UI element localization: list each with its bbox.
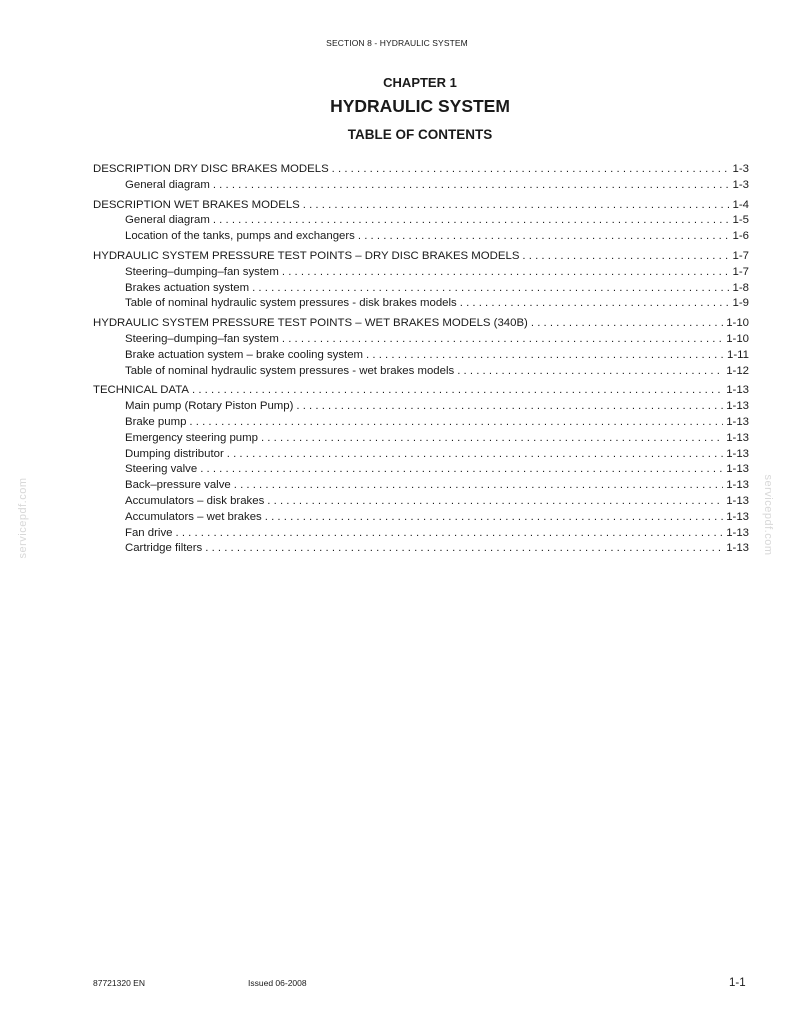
toc-entry-title: Table of nominal hydraulic system pressures - disk brakes models: [125, 297, 457, 310]
toc-entry-page: 1-13: [726, 542, 749, 555]
toc-subentry[interactable]: [93, 348, 749, 364]
toc-entry-title: Cartridge filters: [125, 542, 203, 555]
toc-entry-page: 1-3: [732, 178, 749, 191]
watermark-right: servicepdf.com: [762, 474, 774, 556]
toc-entry-page: 1-13: [726, 510, 749, 523]
toc-section-entry[interactable]: [93, 162, 749, 178]
dot-leader: [332, 162, 730, 178]
toc-subentry[interactable]: [93, 296, 749, 312]
toc-entry-title: Brake actuation system – brake cooling system: [125, 348, 364, 361]
dot-leader: [296, 399, 723, 415]
toc-entry-title: Steering–dumping–fan system: [125, 332, 279, 345]
dot-leader: [189, 415, 723, 431]
table-of-contents: [93, 162, 749, 561]
toc-entry-page: 1-4: [732, 198, 749, 211]
dot-leader: [213, 213, 730, 229]
toc-entry-page: 1-10: [726, 317, 749, 330]
dot-leader: [531, 316, 723, 332]
toc-entry-title: Accumulators – wet brakes: [125, 510, 262, 523]
toc-entry-page: 1-13: [726, 400, 749, 413]
dot-leader: [227, 447, 723, 463]
dot-leader: [252, 281, 729, 297]
toc-entry-page: 1-13: [726, 415, 749, 428]
dot-leader: [522, 249, 729, 265]
toc-subentry[interactable]: [93, 364, 749, 380]
footer-doc-number: 87721320 EN: [93, 978, 145, 988]
dot-leader: [358, 229, 730, 245]
dot-leader: [200, 462, 723, 478]
toc-entry-title: TECHNICAL DATA: [93, 384, 189, 397]
dot-leader: [192, 383, 723, 399]
toc-section-entry[interactable]: [93, 316, 749, 332]
dot-leader: [460, 296, 730, 312]
dot-leader: [303, 198, 730, 214]
toc-section: [93, 316, 749, 379]
dot-leader: [213, 178, 730, 194]
toc-entry-page: 1-7: [732, 249, 749, 262]
dot-leader: [457, 364, 723, 380]
toc-entry-page: 1-7: [732, 265, 749, 278]
toc-entry-title: Emergency steering pump: [125, 431, 258, 444]
toc-entry-page: 1-6: [732, 230, 749, 243]
toc-subentry[interactable]: [93, 541, 749, 557]
toc-section-entry[interactable]: [93, 198, 749, 214]
dot-leader: [366, 348, 724, 364]
toc-entry-page: 1-13: [726, 447, 749, 460]
dot-leader: [261, 431, 723, 447]
toc-subentry[interactable]: [93, 431, 749, 447]
chapter-title: HYDRAULIC SYSTEM: [330, 96, 510, 116]
toc-entry-page: 1-8: [732, 281, 749, 294]
toc-entry-title: Table of nominal hydraulic system pressures - wet brakes models: [125, 364, 455, 377]
dot-leader: [205, 541, 723, 557]
footer-issued: Issued 06-2008: [248, 978, 307, 988]
toc-entry-page: 1-9: [732, 297, 749, 310]
dot-leader: [267, 494, 723, 510]
toc-subentry[interactable]: [93, 332, 749, 348]
toc-subentry[interactable]: [93, 281, 749, 297]
toc-entry-title: Dumping distributor: [125, 447, 224, 460]
toc-subentry[interactable]: [93, 526, 749, 542]
toc-entry-page: 1-13: [726, 384, 749, 397]
watermark-left: servicepdf.com: [17, 477, 29, 559]
toc-entry-title: Location of the tanks, pumps and exchangers: [125, 230, 355, 243]
toc-section: [93, 198, 749, 245]
running-head: SECTION 8 - HYDRAULIC SYSTEM: [326, 38, 468, 48]
toc-entry-title: Brake pump: [125, 415, 187, 428]
toc-section: [93, 383, 749, 557]
toc-entry-title: HYDRAULIC SYSTEM PRESSURE TEST POINTS – WET BRAKES MODELS (340B): [93, 317, 528, 330]
toc-entry-page: 1-3: [732, 163, 749, 175]
toc-section-entry[interactable]: [93, 383, 749, 399]
toc-entry-title: Steering valve: [125, 463, 198, 476]
dot-leader: [282, 265, 730, 281]
toc-subentry[interactable]: [93, 265, 749, 281]
toc-entry-title: General diagram: [125, 178, 210, 191]
toc-subentry[interactable]: [93, 462, 749, 478]
dot-leader: [282, 332, 723, 348]
toc-entry-page: 1-13: [726, 479, 749, 492]
toc-subentry[interactable]: [93, 447, 749, 463]
toc-entry-page: 1-13: [726, 494, 749, 507]
toc-subentry[interactable]: [93, 399, 749, 415]
toc-entry-page: 1-11: [727, 348, 749, 361]
toc-entry-title: Steering–dumping–fan system: [125, 265, 279, 278]
toc-entry-page: 1-13: [726, 463, 749, 476]
toc-entry-page: 1-10: [726, 332, 749, 345]
toc-entry-title: Back–pressure valve: [125, 479, 231, 492]
dot-leader: [234, 478, 723, 494]
toc-subentry[interactable]: [93, 178, 749, 194]
toc-entry-page: 1-5: [732, 214, 749, 227]
toc-entry-title: Accumulators – disk brakes: [125, 494, 265, 507]
toc-subentry[interactable]: [93, 229, 749, 245]
toc-entry-title: DESCRIPTION WET BRAKES MODELS: [93, 198, 300, 211]
toc-section: [93, 249, 749, 312]
toc-entry-title: DESCRIPTION DRY DISC BRAKES MODELS: [93, 163, 329, 175]
toc-section-entry[interactable]: [93, 249, 749, 265]
dot-leader: [175, 526, 723, 542]
toc-entry-title: HYDRAULIC SYSTEM PRESSURE TEST POINTS – DRY DISC BRAKES MODELS: [93, 249, 520, 262]
toc-subentry[interactable]: [93, 415, 749, 431]
toc-entry-title: Main pump (Rotary Piston Pump): [125, 400, 294, 413]
chapter-label: CHAPTER 1: [383, 75, 457, 90]
toc-subentry[interactable]: [93, 213, 749, 229]
toc-subentry[interactable]: [93, 478, 749, 494]
toc-entry-title: Brakes actuation system: [125, 281, 250, 294]
toc-entry-title: Fan drive: [125, 526, 173, 539]
dot-leader: [265, 510, 723, 526]
toc-heading: TABLE OF CONTENTS: [347, 127, 493, 142]
toc-entry-page: 1-12: [726, 364, 749, 377]
footer-page-number: 1-1: [729, 977, 746, 989]
toc-section: [93, 162, 749, 194]
toc-entry-page: 1-13: [726, 431, 749, 444]
toc-subentry[interactable]: [93, 510, 749, 526]
toc-subentry[interactable]: [93, 494, 749, 510]
toc-entry-page: 1-13: [726, 526, 749, 539]
toc-entry-title: General diagram: [125, 214, 210, 227]
